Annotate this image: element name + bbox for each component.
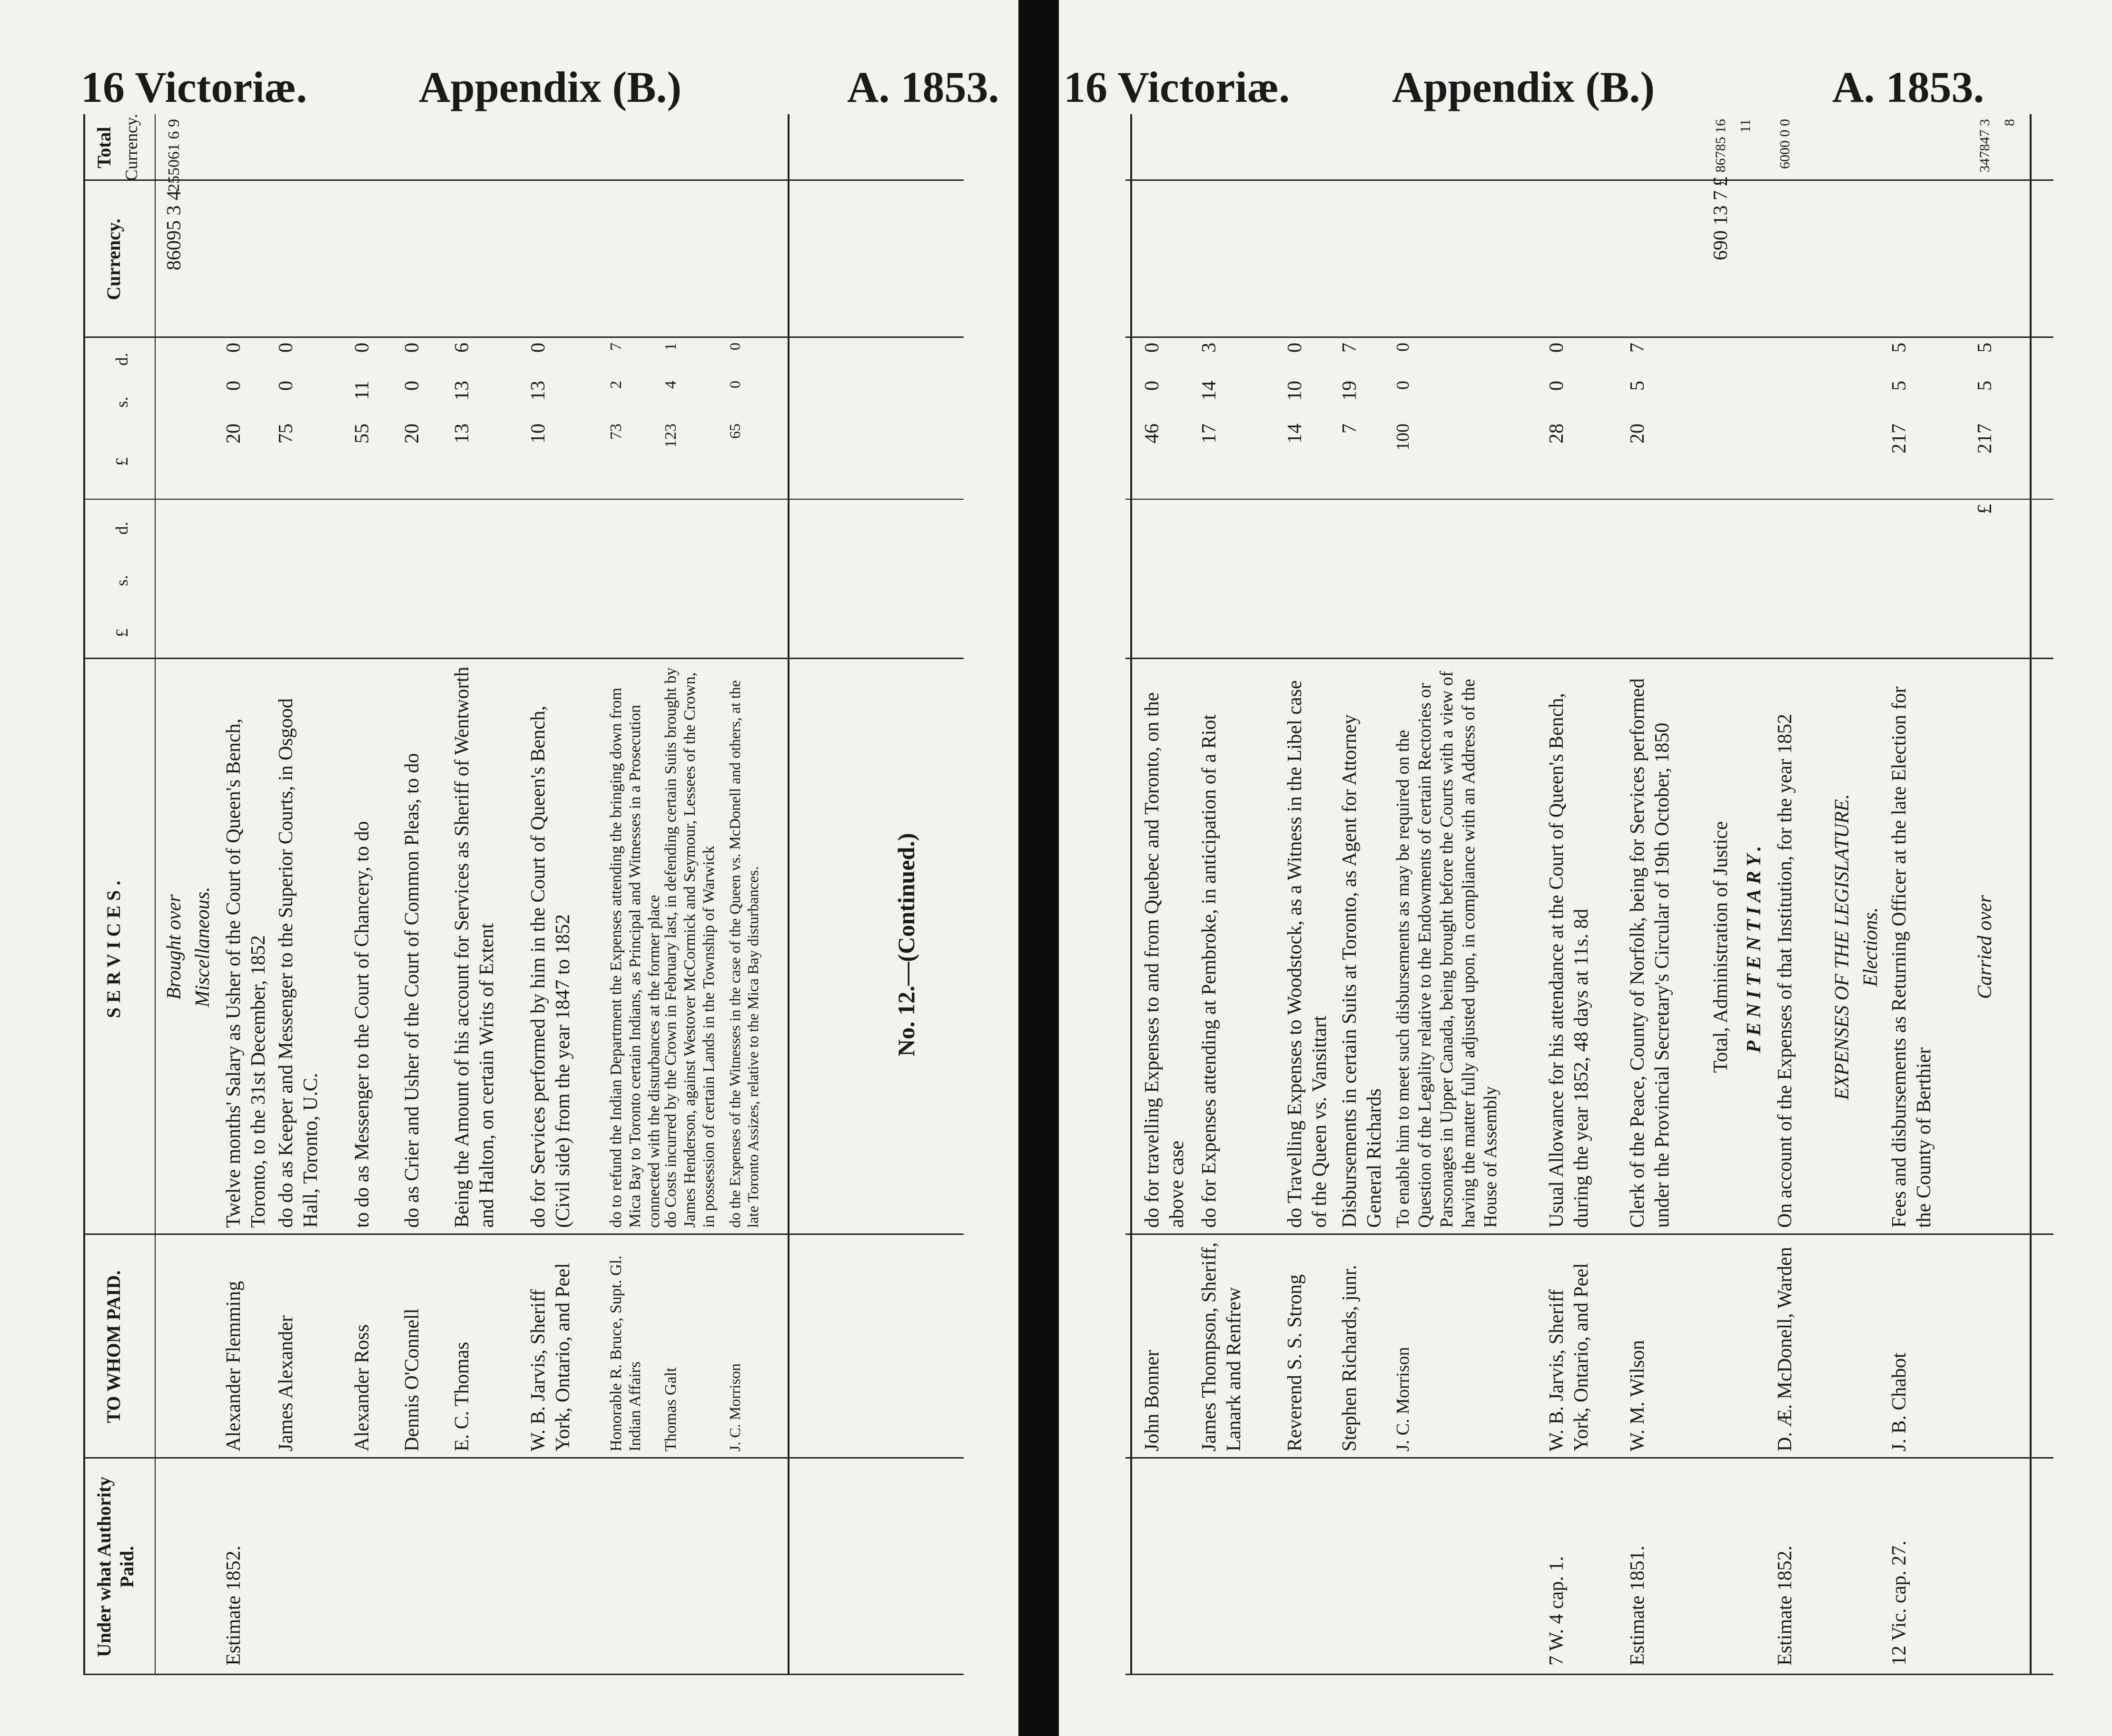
row-payee: D. Æ. McDonell, Warden <box>1774 1247 1796 1451</box>
row-authority: Estimate 1852. <box>223 1546 245 1666</box>
table-row <box>726 114 783 1675</box>
row-pounds: 20 <box>1627 424 1648 444</box>
row-pence: 7 <box>1339 343 1361 353</box>
row-service: Usual Allowance for his attendance at the Court of Queen's Bench, during the year 1852, 48 days at 11s. 8d <box>1546 693 1592 1228</box>
row-service: do to refund the Indian Department the Expenses attending the bringing down from Mica Bay to Toronto certain Indians, as Principal and Witnesses in a Prosecution connected with the disturbances at the former place <box>607 688 663 1228</box>
table-row <box>607 114 663 1675</box>
table-row <box>1283 114 1335 1675</box>
table-title: No. 12.—(Continued.) <box>893 833 919 1056</box>
row-shillings: 0 <box>223 381 245 391</box>
row-authority: Estimate 1852. <box>1774 1546 1796 1666</box>
col-to-whom-header: TO WHOM PAID. <box>103 1270 124 1423</box>
total-justice-marker: £ <box>1710 177 1732 187</box>
row-pounds: 7 <box>1339 424 1361 434</box>
penitentiary-heading: PENITENTIARY. <box>1743 841 1765 1053</box>
row-service: to do as Messenger to the Court of Chancery, to do <box>351 821 373 1228</box>
row-payee: Stephen Richards, junr. <box>1339 1265 1361 1451</box>
row-pounds: 13 <box>451 424 473 444</box>
row-shillings: 14 <box>1198 381 1220 401</box>
row-pence: 0 <box>1284 343 1306 353</box>
row-service: do for Services performed by him in the Court of Queen's Bench, (Civil side) from the year 1847 to 1852 <box>527 706 574 1228</box>
total-justice-label: Total, Administration of Justice <box>1710 821 1732 1073</box>
lsd2-pound-header: £ <box>112 457 131 466</box>
section-label: Miscellaneous. <box>192 887 214 1007</box>
row-service: Fees and disbursements as Returning Officer at the late Election for the County of Berthier <box>1888 686 1935 1228</box>
row-payee: E. C. Thomas <box>451 1341 473 1451</box>
col-services-header: SERVICES. <box>103 876 124 1018</box>
row-pounds: 10 <box>527 424 549 444</box>
row-payee: Thomas Galt <box>662 1367 680 1451</box>
row-pounds: 73 <box>607 424 625 440</box>
row-service: Twelve months' Salary as Usher of the Court of Queen's Bench, Toronto, to the 31st December, 1852 <box>223 718 269 1228</box>
row-pence: 0 <box>275 343 297 353</box>
row-shillings: 13 <box>451 381 473 401</box>
right-head-year: A. 1853. <box>1832 63 1984 111</box>
total-justice-currency: 690 13 7 <box>1710 190 1732 260</box>
row-pence: 0 <box>527 343 549 353</box>
row-service: Disbursements in certain Suits at Toronto, as Agent for Attorney General Richards <box>1339 714 1385 1228</box>
table-row <box>221 114 269 1675</box>
row-pounds: 123 <box>662 424 680 448</box>
table-row <box>350 114 397 1675</box>
carried-over-pence: 5 <box>1974 343 1996 353</box>
lsd-shilling-header: s. <box>112 575 131 586</box>
row-payee: J. B. Chabot <box>1888 1352 1910 1451</box>
row-shillings: 0 <box>726 381 743 388</box>
row-service: do do as Keeper and Messenger to the Superior Courts, in Osgood Hall, Toronto, U.C. <box>275 698 322 1228</box>
right-rotated-table <box>1125 114 2053 1675</box>
right-head-appendix: Appendix (B.) <box>1392 63 1655 111</box>
left-head-reign: 16 Victoriæ. <box>81 63 307 111</box>
row-pence: 0 <box>1546 343 1568 353</box>
right-running-head <box>1059 62 2112 114</box>
row-service: do Travelling Expenses to Woodstock, as a Witness in the Libel case of the Queen vs. Vansittart <box>1284 680 1331 1228</box>
row-payee: John Bonner <box>1141 1350 1163 1451</box>
row-pounds: 100 <box>1393 424 1413 451</box>
right-head-reign: 16 Victoriæ. <box>1064 63 1290 111</box>
table-row <box>450 114 521 1675</box>
row-service: On account of the Expenses of that Institution, for the year 1852 <box>1774 713 1796 1228</box>
row-pence: 0 <box>401 343 423 353</box>
row-pence: 1 <box>662 343 680 351</box>
row-shillings: 4 <box>662 381 680 389</box>
row-authority: Estimate 1851. <box>1627 1546 1648 1666</box>
right-page <box>1059 0 2112 1736</box>
row-service: Clerk of the Peace, County of Norfolk, being for Services performed under the Provincial Secretary's Circular of 19th October, 1850 <box>1627 678 1673 1228</box>
row-payee: W. B. Jarvis, Sheriff York, Ontario, and Peel <box>527 1263 574 1451</box>
col-total-currency-header: Currency. <box>122 114 141 181</box>
total-justice-total: 86785 16 11 <box>1713 119 1753 173</box>
brought-over-total: 255061 6 9 <box>165 119 183 192</box>
row-service: do for travelling Expenses to and from Quebec and Toronto, on the above case <box>1141 692 1188 1228</box>
row-pounds: 75 <box>275 424 297 444</box>
left-page <box>0 0 1018 1736</box>
row-pence: 0 <box>223 343 245 353</box>
row-payee: J. C. Morrison <box>726 1363 743 1451</box>
carried-over-shillings: 5 <box>1974 381 1996 391</box>
table-row <box>400 114 447 1675</box>
row-payee: Alexander Ross <box>351 1324 373 1451</box>
lsd-pound-header: £ <box>112 629 131 637</box>
table-row <box>1140 114 1192 1675</box>
left-head-year: A. 1853. <box>847 63 999 111</box>
row-pounds: 20 <box>401 424 423 444</box>
row-pounds: 65 <box>726 424 743 439</box>
row-shillings: 11 <box>351 381 373 400</box>
row-pounds: 17 <box>1198 424 1220 444</box>
row-shillings: 0 <box>275 381 297 391</box>
table-row <box>274 114 345 1675</box>
row-pence: 5 <box>1888 343 1910 353</box>
row-shillings: 10 <box>1284 381 1306 401</box>
row-pence: 3 <box>1198 343 1220 353</box>
carried-over-marker: £ <box>1974 504 1996 514</box>
row-service: do Costs incurred by the Crown in February last, in defending certain Suits brought by James Henderson, against Westover McCormick and Seymour, Lessees of the Crown, in possession of certain Lands in the Township of Warwick <box>662 667 718 1228</box>
brought-over-label: Brought over <box>163 894 185 1000</box>
row-pence: 0 <box>1141 343 1163 353</box>
row-service: do as Crier and Usher of the Court of Common Pleas, to do <box>401 753 423 1228</box>
row-payee: W. M. Wilson <box>1627 1340 1648 1451</box>
row-pounds: 46 <box>1141 424 1163 444</box>
row-pounds: 14 <box>1284 424 1306 444</box>
row-payee: James Thompson, Sheriff, Lanark and Renfrew <box>1198 1242 1245 1451</box>
row-pounds: 28 <box>1546 424 1568 444</box>
left-running-head <box>0 62 1018 114</box>
row-pence: 6 <box>451 343 473 353</box>
table-row <box>661 114 723 1675</box>
table-row <box>1887 114 1939 1675</box>
carried-over-total: 347847 3 8 <box>1977 119 2017 173</box>
row-shillings: 2 <box>607 381 625 389</box>
row-shillings: 0 <box>1141 381 1163 391</box>
row-payee: James Alexander <box>275 1315 297 1451</box>
row-payee: Alexander Flemming <box>223 1281 245 1451</box>
brought-over-currency: 86095 3 4 <box>163 190 185 270</box>
table-row <box>1625 114 1701 1675</box>
col-authority-header: Under what Authority Paid. <box>93 1476 138 1657</box>
table-row <box>1337 114 1390 1675</box>
row-shillings: 13 <box>527 381 549 401</box>
table-row <box>1197 114 1278 1675</box>
row-pounds: 55 <box>351 424 373 444</box>
left-head-appendix: Appendix (B.) <box>419 63 682 111</box>
row-pounds: 20 <box>223 424 245 444</box>
row-payee: Honorable R. Bruce, Supt. Gl. Indian Affairs <box>607 1255 644 1451</box>
row-shillings: 5 <box>1627 381 1648 391</box>
row-payee: W. B. Jarvis, Sheriff York, Ontario, and Peel <box>1546 1263 1592 1451</box>
carried-over-pounds: 217 <box>1974 424 1996 454</box>
lsd2-pence-header: d. <box>112 353 131 366</box>
row-shillings: 0 <box>401 381 423 391</box>
lsd-pence-header: d. <box>112 522 131 535</box>
row-shillings: 0 <box>1393 381 1413 390</box>
row-service: do for Expenses attending at Pembroke, in anticipation of a Riot <box>1198 714 1220 1228</box>
col-currency-header: Currency. <box>103 218 124 300</box>
row-shillings: 5 <box>1888 381 1910 391</box>
row-pence: 0 <box>1393 343 1413 352</box>
row-pence: 0 <box>726 343 743 350</box>
row-shillings: 0 <box>1546 381 1568 391</box>
elections-heading: Elections. <box>1860 907 1882 987</box>
row-pence: 7 <box>1627 343 1648 353</box>
table-row <box>526 114 602 1675</box>
row-authority: 7 W. 4 cap. 1. <box>1546 1556 1568 1666</box>
table-row <box>1773 114 1825 1675</box>
row-payee: J. C. Morrison <box>1393 1347 1413 1451</box>
book-gutter <box>1018 0 1059 1736</box>
row-payee: Reverend S. S. Strong <box>1284 1274 1306 1451</box>
table-row <box>1392 114 1540 1675</box>
penitentiary-total: 6000 0 0 <box>1777 119 1793 169</box>
row-pence: 7 <box>607 343 625 351</box>
row-shillings: 19 <box>1339 381 1361 401</box>
legislature-heading: EXPENSES OF THE LEGISLATURE. <box>1831 794 1853 1100</box>
lsd2-shilling-header: s. <box>112 396 131 408</box>
carried-over-label: Carried over <box>1974 895 1996 999</box>
row-pounds: 217 <box>1888 424 1910 454</box>
left-rotated-table <box>83 114 964 1675</box>
row-service: do the Expenses of the Witnesses in the case of the Queen vs. McDonell and others, at the late Toronto Assizes, relative to the Mica Bay disturbances. <box>726 680 761 1228</box>
row-service: Being the Amount of his account for Services as Sheriff of Wentworth and Halton, on certain Writs of Extent <box>451 667 498 1228</box>
row-authority: 12 Vic. cap. 27. <box>1888 1540 1910 1666</box>
col-total-header: Total <box>93 127 115 168</box>
row-service: To enable him to meet such disbursements as may be required on the Question of the Legality relative to the Endowments of certain Rectories or Parsonages in Upper Canada, being brought before the Courts with a view of having the matter fully adjusted upon, in compliance with an Address of the House of Assembly <box>1393 671 1500 1228</box>
table-row <box>1544 114 1620 1675</box>
row-payee: Dennis O'Connell <box>401 1308 423 1451</box>
row-pence: 0 <box>351 343 373 353</box>
